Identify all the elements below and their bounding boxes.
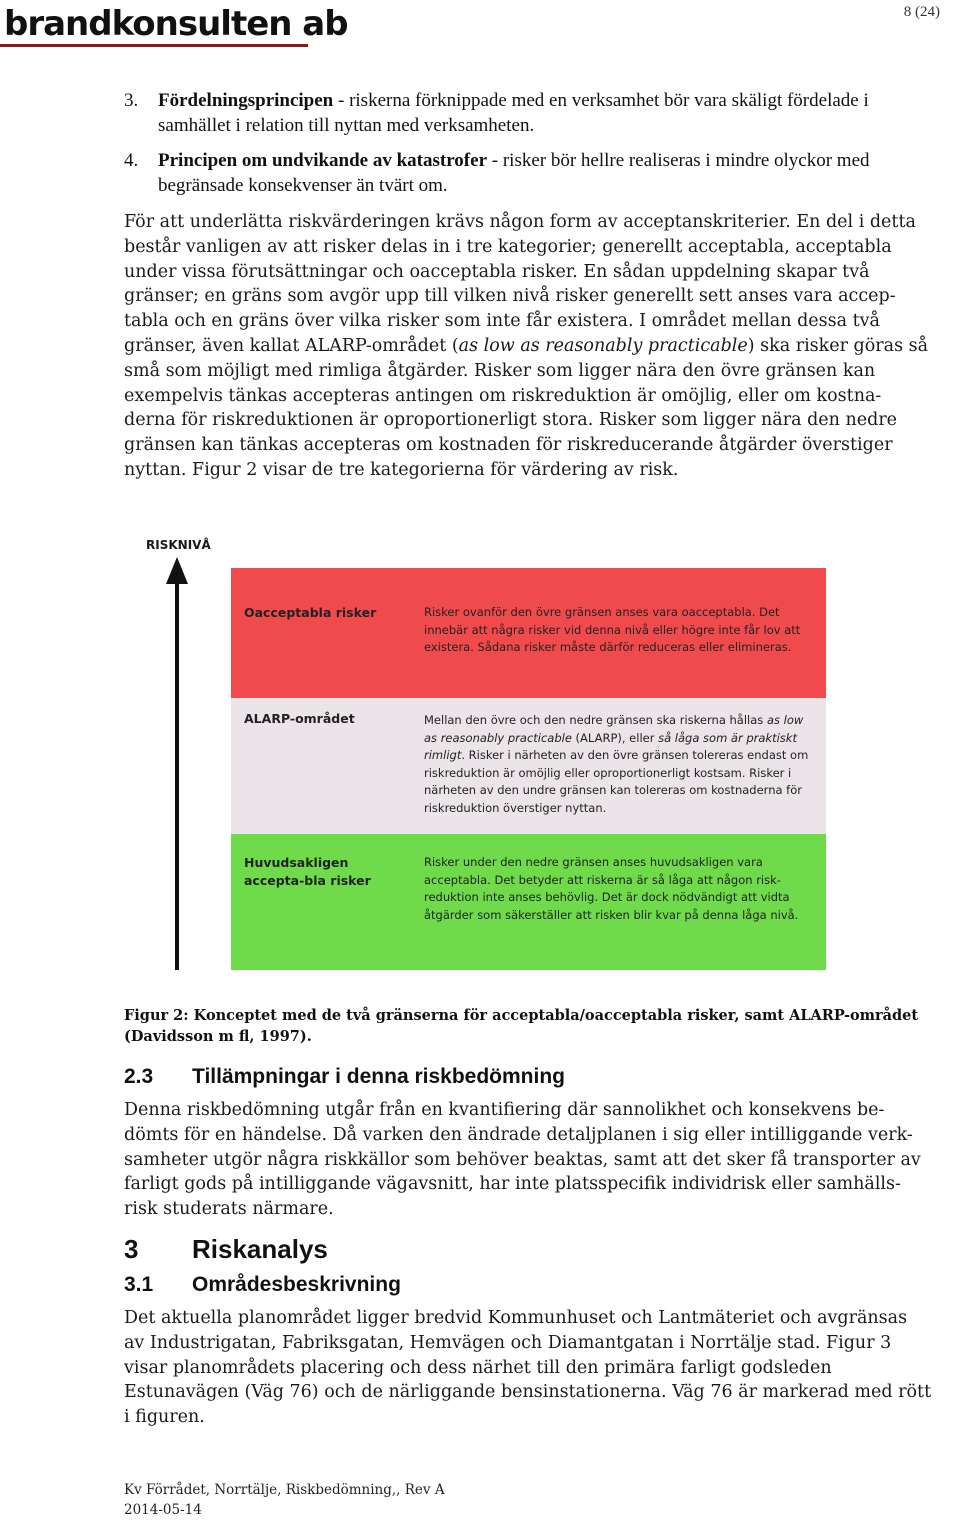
band-description: Risker under den nedre gränsen anses huvudsakligen vara acceptabla. Det betyder att riskerna är så låga att någon risk-reduktion inte anses behövlig. Det är dock nödvändigt att vidta åtgärder som säkerställer att risken blir kvar på denna låga nivå.	[424, 855, 799, 922]
band-text: Mellan den övre och den nedre gränsen ska riskerna hållas	[424, 713, 767, 727]
page-number: 8 (24)	[903, 4, 940, 20]
company-logo: brandkonsulten ab	[4, 4, 348, 44]
paragraph-text: För att underlätta riskvärderingen krävs någon form av acceptanskriterier. En del i detta består vanligen av att risker delas in i tre kategorier; generellt acceptabla, acceptabla under vissa förutsättningar och oacceptabla risker. En sådan uppdelning skapar två gränser; en gräns som avgör upp till vilken nivå risker generellt sett anses vara accep-tabla och en gräns över vilka risker som inte får existera. I området mellan dessa två gränser, även kallat ALARP-området (	[124, 212, 916, 356]
list-item-number: 3.	[124, 90, 139, 111]
heading-number: 3	[124, 1234, 139, 1264]
principles-list	[124, 88, 914, 208]
band-text-italic: så låga som är praktiskt rimligt	[424, 730, 797, 762]
list-item-text: - riskerna förknippade med en verksamhet bör vara skäligt fördelade i samhället i relation till nyttan med verksamheten.	[158, 90, 869, 136]
area-description-paragraph: Det aktuella planområdet ligger bredvid Kommunhuset och Lantmäteriet och avgränsas av Industrigatan, Fabriksgatan, Hemvägen och Diamantgatan i Norrtälje stad. Figur 3 visar planområdets placering och dess närhet till den primära farligt godsleden Estunavägen (Väg 76) och de närliggande bensinstationerna. Väg 76 är markerad med rött i figuren.	[124, 1308, 932, 1428]
section-heading-2-3	[124, 1065, 565, 1089]
acceptable-risk-band	[231, 834, 826, 970]
heading-title: Riskanalys	[192, 1234, 328, 1264]
band-text-italic: as low as reasonably practicable	[424, 713, 804, 745]
band-text: . Risker i närheten av den övre gränsen tolereras endast om riskreduktion är omöjlig eller oproportionerligt kostsam. Risker i närheten av den undre gränsen kan tolereras om kostnaderna för riskreduktion överstiger nyttan.	[424, 748, 809, 815]
heading-title: Tillämpningar i denna riskbedömning	[192, 1065, 565, 1088]
heading-number: 2.3	[124, 1065, 154, 1088]
section-heading-3-1	[124, 1273, 401, 1297]
list-item-term: Fördelningsprincipen	[158, 90, 334, 111]
arrow-up-icon	[166, 557, 188, 584]
acceptance-criteria-paragraph	[124, 210, 930, 483]
list-item-text: - risker bör hellre realiseras i mindre olyckor med begränsade konsekvenser än tvärt om.	[158, 150, 870, 196]
band-title: ALARP-området	[244, 711, 355, 726]
list-item-term: Principen om undvikande av katastrofer	[158, 150, 488, 171]
applications-paragraph: Denna riskbedömning utgår från en kvantifiering där sannolikhet och konsekvens be-dömts för en händelse. Då varken den ändrade detaljplanen i sig eller intilliggande verk-samheter utgör några riskkällor som behöver beaktas, samt att det sker få transporter av farligt gods på intilliggande vägavsnitt, har inte platsspecifik individrisk eller samhälls-risk studerats närmare.	[124, 1100, 921, 1220]
unacceptable-risk-band	[231, 568, 826, 698]
list-item	[124, 148, 914, 198]
risk-axis-line	[175, 582, 179, 970]
footer-date: 2014-05-14	[124, 1502, 202, 1518]
band-text: (ALARP), eller	[571, 730, 659, 745]
figure-caption: Figur 2: Konceptet med de två gränserna för acceptabla/oacceptabla risker, samt ALARP-området (Davidsson m fl, 1997).	[124, 1007, 919, 1045]
list-item-number: 4.	[124, 150, 139, 171]
alarp-band	[231, 698, 826, 834]
heading-number: 3.1	[124, 1273, 154, 1296]
heading-title: Områdesbeskrivning	[192, 1273, 401, 1296]
footer-document-name: Kv Förrådet, Norrtälje, Riskbedömning,, Rev A	[124, 1482, 445, 1498]
band-title: Oacceptabla risker	[244, 605, 377, 620]
band-description: Risker ovanför den övre gränsen anses vara oacceptabla. Det innebär att några risker vid denna nivå eller högre inte får lov att existera. Sådana risker måste därför reduceras eller elimineras.	[424, 605, 801, 654]
list-item	[124, 88, 914, 138]
band-description	[424, 712, 819, 817]
logo-underline	[0, 44, 308, 47]
risk-level-axis-label: RISKNIVÅ	[146, 538, 211, 552]
page-footer	[124, 1480, 445, 1520]
band-title: Huvudsakligen accepta-bla risker	[244, 855, 371, 888]
paragraph-italic-term: as low as reasonably practicable	[458, 335, 748, 356]
paragraph-text: ) ska risker göras så små som möjligt med rimliga åtgärder. Risker som ligger nära den övre gränsen kan exempelvis tänkas accepteras antingen om riskreduktion är omöjlig, eller om kostna-derna för riskreduktionen är oproportionerligt stora. Risker som ligger nära den nedre gränsen kan tänkas accepteras om kostnaden för riskreducerande åtgärder överstiger nyttan. Figur 2 visar de tre kategorierna för värdering av risk.	[124, 335, 929, 480]
section-heading-3	[124, 1234, 328, 1265]
